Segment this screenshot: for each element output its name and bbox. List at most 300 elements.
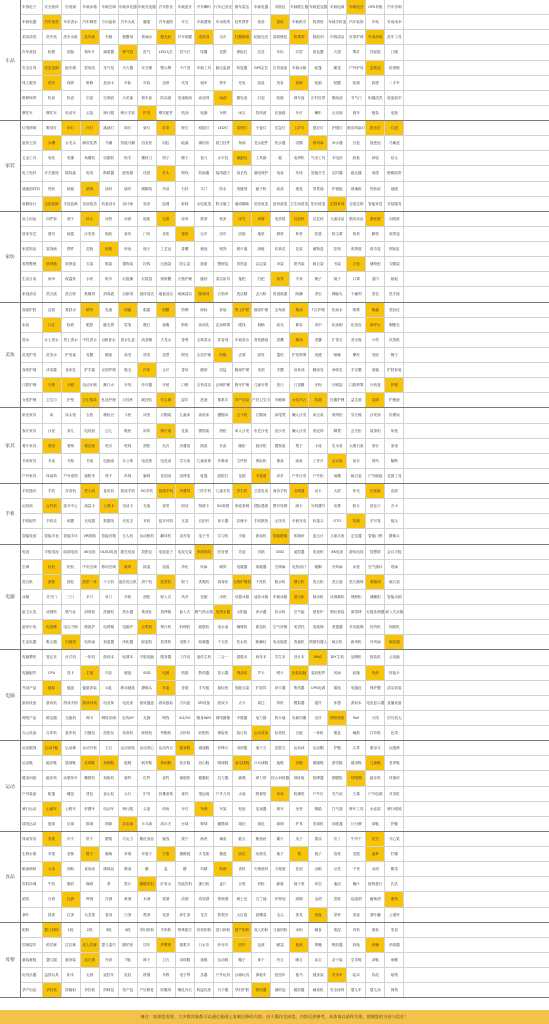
category-cell[interactable]: 咖啡机: [233, 620, 252, 634]
category-cell[interactable]: 电熨斗: [176, 635, 195, 649]
category-cell[interactable]: 火锅底料: [252, 862, 271, 876]
category-cell[interactable]: 哑铃: [119, 771, 138, 785]
category-cell[interactable]: 精油: [290, 333, 309, 347]
category-cell[interactable]: 猕猴桃: [176, 847, 195, 861]
category-cell[interactable]: 大屏: [328, 484, 347, 498]
category-cell[interactable]: 摄像头: [138, 681, 157, 695]
category-cell[interactable]: 文件柜: [233, 454, 252, 468]
category-cell[interactable]: 干货: [347, 862, 366, 876]
category-cell[interactable]: 儿童床: [176, 408, 195, 422]
category-cell[interactable]: 彩泥: [366, 968, 385, 982]
category-cell[interactable]: 吊灯: [62, 121, 81, 135]
category-cell[interactable]: 运动T恤: [43, 741, 62, 755]
category-cell[interactable]: 椰汁: [347, 877, 366, 891]
category-cell[interactable]: 中央空调: [81, 560, 100, 574]
category-cell[interactable]: 学习桌: [176, 454, 195, 468]
category-cell[interactable]: 波轮: [62, 575, 81, 589]
category-cell[interactable]: 羊奶粉: [157, 923, 176, 937]
category-cell[interactable]: 智能手表: [43, 529, 62, 543]
category-cell[interactable]: VR设备: [195, 696, 214, 710]
category-cell[interactable]: 茶: [100, 877, 119, 891]
category-cell[interactable]: 电炖锅: [309, 620, 328, 634]
category-cell[interactable]: 运动内衣: [157, 741, 176, 755]
category-cell[interactable]: 米粉: [290, 923, 309, 937]
category-cell[interactable]: 加油卡: [100, 76, 119, 90]
category-cell[interactable]: 餐垫: [271, 227, 290, 241]
category-cell[interactable]: 卫衣: [100, 741, 119, 755]
category-cell[interactable]: 固话: [176, 499, 195, 513]
category-cell[interactable]: 圆桌: [195, 439, 214, 453]
category-cell[interactable]: 水龙头: [62, 136, 81, 150]
category-cell[interactable]: 游戏机: [43, 696, 62, 710]
category-cell[interactable]: DVD: [271, 545, 290, 559]
category-cell[interactable]: 洗衣液: [328, 575, 347, 589]
category-cell[interactable]: 凳子: [290, 439, 309, 453]
category-cell[interactable]: 墙面翻新: [233, 197, 252, 211]
category-cell[interactable]: 灯泡: [385, 121, 404, 135]
category-cell[interactable]: 玄关柜: [347, 424, 366, 438]
category-cell[interactable]: 骑行眼镜: [385, 802, 404, 816]
category-cell[interactable]: 酱油: [119, 862, 138, 876]
category-cell[interactable]: 投影仪: [138, 545, 157, 559]
category-cell[interactable]: 电水壶: [214, 620, 233, 634]
category-cell[interactable]: 3段: [100, 923, 119, 937]
category-cell[interactable]: 拉力器: [214, 771, 233, 785]
category-cell[interactable]: 发球机: [309, 817, 328, 831]
category-cell[interactable]: 壁纸: [81, 182, 100, 196]
category-cell[interactable]: 坐垫: [290, 802, 309, 816]
category-cell[interactable]: 燃气灶: [62, 605, 81, 619]
category-cell[interactable]: 白茶: [119, 908, 138, 922]
category-cell[interactable]: 被套: [195, 212, 214, 226]
category-cell[interactable]: 脚垫: [366, 227, 385, 241]
category-cell[interactable]: 辅食: [309, 923, 328, 937]
category-cell[interactable]: 童鞋: [195, 953, 214, 967]
category-cell[interactable]: 定妆喷雾: [214, 318, 233, 332]
category-cell[interactable]: 跑步机: [43, 771, 62, 785]
category-cell[interactable]: 塔扇: [385, 560, 404, 574]
category-cell[interactable]: 清酒: [176, 892, 195, 906]
category-cell[interactable]: 火龙果: [195, 847, 214, 861]
category-cell[interactable]: 感应灯: [309, 121, 328, 135]
category-cell[interactable]: 香氛蜡烛: [252, 333, 271, 347]
category-cell[interactable]: 头灯: [119, 787, 138, 801]
category-cell[interactable]: 排球: [81, 817, 100, 831]
category-cell[interactable]: 碳酸饮料: [138, 877, 157, 891]
category-cell[interactable]: 秋千: [100, 469, 119, 483]
category-cell[interactable]: 车载工具: [195, 61, 214, 75]
category-cell[interactable]: 窗帘: [43, 227, 62, 241]
category-cell[interactable]: 纸尿裤: [43, 938, 62, 952]
category-cell[interactable]: 绿植: [252, 242, 271, 256]
category-cell[interactable]: 嵌入式: [157, 590, 176, 604]
category-cell[interactable]: 电钻: [43, 151, 62, 165]
category-cell[interactable]: 玻璃清洁: [176, 287, 195, 301]
category-cell[interactable]: 收纳箱: [43, 257, 62, 271]
category-cell[interactable]: 乳饮: [385, 877, 404, 891]
category-cell[interactable]: 饼干: [81, 832, 100, 846]
category-cell[interactable]: 车载电器: [252, 0, 271, 14]
category-cell[interactable]: 瑜伽服: [195, 741, 214, 755]
category-cell[interactable]: 护手霜: [81, 363, 100, 377]
category-cell[interactable]: 信号放大: [385, 711, 404, 725]
category-cell[interactable]: 有机奶粉: [195, 923, 214, 937]
category-cell[interactable]: 梳妆台: [100, 408, 119, 422]
category-cell[interactable]: 龙头配件: [252, 136, 271, 150]
category-cell[interactable]: 消毒器: [385, 938, 404, 952]
category-cell[interactable]: 凉席: [119, 212, 138, 226]
category-cell[interactable]: 膨化食品: [138, 832, 157, 846]
category-cell[interactable]: 测距仪: [233, 151, 252, 165]
category-cell[interactable]: 曲面电视: [62, 545, 81, 559]
category-cell[interactable]: 智能冰箱: [385, 590, 404, 604]
category-cell[interactable]: 洗洁精: [233, 287, 252, 301]
category-cell[interactable]: 嵌入式: [176, 605, 195, 619]
category-cell[interactable]: 口腔喷雾: [347, 378, 366, 392]
category-cell[interactable]: 底盘装甲: [385, 91, 404, 105]
category-cell[interactable]: 锤子: [176, 151, 195, 165]
category-cell[interactable]: 手套: [290, 272, 309, 286]
category-cell[interactable]: 车蜡: [100, 30, 119, 44]
category-cell[interactable]: 干洗机: [252, 575, 271, 589]
category-cell[interactable]: 帐篷: [195, 469, 214, 483]
category-cell[interactable]: 玻璃水: [138, 30, 157, 44]
category-cell[interactable]: 古龙水: [157, 333, 176, 347]
category-cell[interactable]: 游戏键盘: [138, 696, 157, 710]
category-cell[interactable]: 保温杯: [62, 272, 81, 286]
category-cell[interactable]: 存储卡: [233, 514, 252, 528]
category-cell[interactable]: 淋浴房: [195, 136, 214, 150]
category-cell[interactable]: 转换器: [195, 166, 214, 180]
category-cell[interactable]: 网球鞋: [214, 756, 233, 770]
category-cell[interactable]: 睫毛膏: [100, 318, 119, 332]
category-cell[interactable]: 灯带: [157, 121, 176, 135]
category-cell[interactable]: 2段: [81, 923, 100, 937]
category-cell[interactable]: 瓜子: [290, 832, 309, 846]
category-cell[interactable]: 水槽: [43, 136, 62, 150]
category-cell[interactable]: 合约机: [43, 499, 62, 513]
category-cell[interactable]: 茶台: [366, 439, 385, 453]
category-cell[interactable]: 桃子: [309, 847, 328, 861]
category-cell[interactable]: 轮胎: [271, 91, 290, 105]
category-cell[interactable]: 纸巾盒: [366, 242, 385, 256]
category-cell[interactable]: 护腕: [385, 817, 404, 831]
category-cell[interactable]: 洁阴: [366, 393, 385, 407]
category-cell[interactable]: 面膜: [157, 303, 176, 317]
category-cell[interactable]: 葡萄酒: [366, 892, 385, 906]
category-cell[interactable]: 茶叶罐: [366, 908, 385, 922]
category-cell[interactable]: 红茶: [62, 908, 81, 922]
category-cell[interactable]: 拖鞋: [271, 756, 290, 770]
category-cell[interactable]: 衣帽架: [157, 408, 176, 422]
category-cell[interactable]: 橄榄球: [214, 817, 233, 831]
category-cell[interactable]: 母婴冰箱: [233, 590, 252, 604]
category-cell[interactable]: 冲牙器: [138, 378, 157, 392]
category-cell[interactable]: 踢脚线: [138, 182, 157, 196]
category-cell[interactable]: 止汗: [157, 363, 176, 377]
category-cell[interactable]: OLED电视: [100, 545, 119, 559]
category-cell[interactable]: 缝纫: [195, 272, 214, 286]
category-cell[interactable]: 垃圾袋: [138, 272, 157, 286]
category-cell[interactable]: 碎纸机: [138, 726, 157, 740]
category-cell[interactable]: 护肤套装: [385, 363, 404, 377]
category-cell[interactable]: 除湿机: [138, 635, 157, 649]
category-cell[interactable]: 衣领净: [214, 287, 233, 301]
category-cell[interactable]: 软装设计: [100, 197, 119, 211]
category-cell[interactable]: 摩托配件: [157, 106, 176, 120]
category-cell[interactable]: 钻头: [385, 151, 404, 165]
category-cell[interactable]: 梨: [290, 847, 309, 861]
category-cell[interactable]: 摆件: [62, 242, 81, 256]
category-cell[interactable]: 床单: [176, 212, 195, 226]
category-cell[interactable]: 椅垫: [347, 227, 366, 241]
category-cell[interactable]: 黑茶: [138, 908, 157, 922]
category-cell[interactable]: 地暖: [385, 182, 404, 196]
category-cell[interactable]: 内存: [100, 666, 119, 680]
category-cell[interactable]: 机箱: [176, 666, 195, 680]
category-cell[interactable]: 新风: [119, 560, 138, 574]
category-cell[interactable]: 碗柜: [233, 439, 252, 453]
category-cell[interactable]: 鼠标: [43, 681, 62, 695]
category-cell[interactable]: 电动车: [100, 802, 119, 816]
category-cell[interactable]: 海苔: [195, 832, 214, 846]
category-cell[interactable]: 健身服: [176, 741, 195, 755]
category-cell[interactable]: 半包装修: [62, 197, 81, 211]
category-cell[interactable]: 山地车: [43, 802, 62, 816]
category-cell[interactable]: 帐篷: [43, 787, 62, 801]
category-cell[interactable]: 净水器: [252, 605, 271, 619]
category-cell[interactable]: 暖宫贴: [138, 393, 157, 407]
category-cell[interactable]: 去角质: [271, 303, 290, 317]
category-cell[interactable]: 防盗器: [233, 61, 252, 75]
category-cell[interactable]: 物联卡: [195, 499, 214, 513]
category-cell[interactable]: 内饰清洁: [328, 30, 347, 44]
category-cell[interactable]: 休闲椅: [43, 469, 62, 483]
category-cell[interactable]: 女性内衣: [290, 393, 309, 407]
category-cell[interactable]: 孕妇奶粉: [138, 923, 157, 937]
category-cell[interactable]: 单人沙发: [233, 424, 252, 438]
category-cell[interactable]: 雨伞: [43, 272, 62, 286]
category-cell[interactable]: MAC: [309, 650, 328, 664]
category-cell[interactable]: 模拟器: [290, 696, 309, 710]
category-cell[interactable]: 沐浴露: [43, 363, 62, 377]
category-cell[interactable]: 卫星电话: [252, 484, 271, 498]
category-cell[interactable]: 酒柜: [138, 439, 157, 453]
category-cell[interactable]: 头盔: [138, 802, 157, 816]
category-cell[interactable]: 挂毯: [309, 227, 328, 241]
category-cell[interactable]: 淡香精: [138, 333, 157, 347]
category-cell[interactable]: 整理袋: [214, 257, 233, 271]
category-cell[interactable]: 交换机: [62, 711, 81, 725]
category-cell[interactable]: 随身WiFi: [195, 711, 214, 725]
category-cell[interactable]: 干衣机: [100, 575, 119, 589]
category-cell[interactable]: 硅脂: [347, 666, 366, 680]
category-cell[interactable]: 品牌机: [347, 650, 366, 664]
category-cell[interactable]: 4段: [119, 923, 138, 937]
category-cell[interactable]: 千斤顶: [176, 61, 195, 75]
category-cell[interactable]: 儿童奶粉: [271, 923, 290, 937]
category-cell[interactable]: 跑步鞋: [43, 756, 62, 770]
category-cell[interactable]: 镜子: [138, 242, 157, 256]
category-cell[interactable]: 衣架: [81, 257, 100, 271]
category-cell[interactable]: 餐桌: [43, 439, 62, 453]
category-cell[interactable]: 乒乓球: [138, 817, 157, 831]
category-cell[interactable]: 润体乳: [328, 363, 347, 377]
category-cell[interactable]: 体脂秤: [290, 529, 309, 543]
category-cell[interactable]: 制冰机: [309, 590, 328, 604]
category-cell[interactable]: 吸顶灯: [43, 121, 62, 135]
category-cell[interactable]: 组装电脑: [290, 666, 309, 680]
category-cell[interactable]: 车载手机架: [328, 15, 347, 29]
category-cell[interactable]: 电竞桌: [157, 454, 176, 468]
category-cell[interactable]: 火花塞: [119, 91, 138, 105]
category-cell[interactable]: 烧烤架: [176, 469, 195, 483]
category-cell[interactable]: 车贴: [366, 15, 385, 29]
category-cell[interactable]: 工具箱: [252, 151, 271, 165]
category-cell[interactable]: 户外灯: [309, 787, 328, 801]
category-cell[interactable]: 漆面修复: [271, 30, 290, 44]
category-cell[interactable]: 书柜: [62, 454, 81, 468]
category-cell[interactable]: 电风扇: [81, 635, 100, 649]
category-cell[interactable]: 围嘴: [309, 938, 328, 952]
category-cell[interactable]: 电力猫: [252, 711, 271, 725]
category-cell[interactable]: 角阀: [233, 136, 252, 150]
category-cell[interactable]: 保鲜柜: [347, 590, 366, 604]
category-cell[interactable]: 床头柜: [62, 408, 81, 422]
category-cell[interactable]: 淋浴花洒: [81, 136, 100, 150]
category-cell[interactable]: 孕妇护肤: [233, 983, 252, 997]
category-cell[interactable]: 安全座椅: [43, 0, 62, 14]
category-cell[interactable]: 橙子: [81, 847, 100, 861]
category-cell[interactable]: 修容: [290, 318, 309, 332]
category-cell[interactable]: 手写板: [195, 681, 214, 695]
category-cell[interactable]: 书架: [81, 454, 100, 468]
category-cell[interactable]: 烟灰缸: [385, 242, 404, 256]
category-cell[interactable]: 儿童牙膏: [252, 378, 271, 392]
category-cell[interactable]: 报刊架: [290, 257, 309, 271]
category-cell[interactable]: 足部护理: [100, 363, 119, 377]
category-cell[interactable]: 香水瓶: [347, 333, 366, 347]
category-cell[interactable]: 调味品: [100, 862, 119, 876]
category-cell[interactable]: 登山杖: [100, 787, 119, 801]
category-cell[interactable]: 垃圾桶: [119, 272, 138, 286]
category-cell[interactable]: 吊椅: [119, 469, 138, 483]
category-cell[interactable]: 电竞显示器: [366, 696, 385, 710]
category-cell[interactable]: 香皂: [366, 287, 385, 301]
category-cell[interactable]: 童套装: [62, 953, 81, 967]
category-cell[interactable]: 洗液: [195, 393, 214, 407]
category-cell[interactable]: 一体机: [81, 650, 100, 664]
category-cell[interactable]: 支架: [176, 514, 195, 528]
category-cell[interactable]: 安全锤: [138, 61, 157, 75]
category-cell[interactable]: 直屏: [385, 484, 404, 498]
category-cell[interactable]: 汽车装饰: [347, 15, 366, 29]
category-cell[interactable]: 护墙板: [328, 182, 347, 196]
category-cell[interactable]: 暖风: [214, 560, 233, 574]
category-cell[interactable]: 布线: [290, 166, 309, 180]
category-cell[interactable]: 美颈: [252, 363, 271, 377]
category-cell[interactable]: 花瓶: [81, 242, 100, 256]
category-cell[interactable]: 花箱: [233, 469, 252, 483]
category-cell[interactable]: 抹布: [271, 272, 290, 286]
category-cell[interactable]: 去污粉: [252, 287, 271, 301]
category-cell[interactable]: 防尘袋: [176, 257, 195, 271]
category-cell[interactable]: 天线: [366, 711, 385, 725]
category-cell[interactable]: 收腹带: [157, 983, 176, 997]
category-cell[interactable]: 五斗柜: [233, 408, 252, 422]
category-cell[interactable]: 迷你洗衣机: [119, 575, 138, 589]
category-cell[interactable]: 私处护理: [100, 393, 119, 407]
category-cell[interactable]: 美白: [271, 378, 290, 392]
category-cell[interactable]: 冲锋衣: [214, 741, 233, 755]
category-cell[interactable]: 手膜: [271, 363, 290, 377]
category-cell[interactable]: 二手车: [385, 76, 404, 90]
category-cell[interactable]: 划船机: [100, 771, 119, 785]
category-cell[interactable]: 收纳盒: [62, 257, 81, 271]
category-cell[interactable]: 网卡: [271, 666, 290, 680]
category-cell[interactable]: 皮肤衣: [271, 741, 290, 755]
category-cell[interactable]: 方便面: [271, 862, 290, 876]
category-cell[interactable]: 纤体: [138, 363, 157, 377]
category-cell[interactable]: 转接卡: [385, 666, 404, 680]
category-cell[interactable]: 靠垫: [176, 227, 195, 241]
category-cell[interactable]: 裤子: [138, 953, 157, 967]
category-cell[interactable]: 折叠床: [385, 408, 404, 422]
category-cell[interactable]: SSD: [138, 666, 157, 680]
category-cell[interactable]: 地漏: [176, 136, 195, 150]
category-cell[interactable]: 香薰: [271, 333, 290, 347]
category-cell[interactable]: 贵妃椅: [309, 424, 328, 438]
category-cell[interactable]: 地板清洁: [157, 287, 176, 301]
category-cell[interactable]: 喷雾: [347, 303, 366, 317]
category-cell[interactable]: 打蜡海绵: [233, 30, 252, 44]
category-cell[interactable]: 牙粉: [309, 378, 328, 392]
category-cell[interactable]: 全网通: [290, 484, 309, 498]
category-cell[interactable]: 台球: [176, 817, 195, 831]
category-cell[interactable]: 月子服: [214, 983, 233, 997]
category-cell[interactable]: 糖: [176, 862, 195, 876]
category-cell[interactable]: 正时皮带: [309, 91, 328, 105]
category-cell[interactable]: 筒灯: [119, 121, 138, 135]
category-cell[interactable]: 水壶架: [366, 802, 385, 816]
category-cell[interactable]: 樟脑丸: [328, 287, 347, 301]
category-cell[interactable]: 燃油滤: [328, 91, 347, 105]
category-cell[interactable]: 定时器: [328, 166, 347, 180]
category-cell[interactable]: 学步鞋: [347, 953, 366, 967]
category-cell[interactable]: 消毒柜: [81, 605, 100, 619]
category-cell[interactable]: 电动车: [62, 106, 81, 120]
category-cell[interactable]: 风扇: [328, 666, 347, 680]
category-cell[interactable]: 发胶: [366, 348, 385, 362]
category-cell[interactable]: 毛巾: [214, 30, 233, 44]
category-cell[interactable]: 保护膜: [366, 681, 385, 695]
category-cell[interactable]: 水壶: [233, 787, 252, 801]
category-cell[interactable]: 包被: [252, 938, 271, 952]
category-cell[interactable]: 导航仪: [271, 0, 290, 14]
category-cell[interactable]: 钳子: [157, 151, 176, 165]
category-cell[interactable]: 电脑桌: [100, 454, 119, 468]
category-cell[interactable]: 多功能锅: [347, 620, 366, 634]
category-cell[interactable]: 小夜灯: [252, 121, 271, 135]
category-cell[interactable]: 洗车水枪: [62, 30, 81, 44]
category-cell[interactable]: 座套: [252, 15, 271, 29]
category-cell[interactable]: 车厘子: [138, 847, 157, 861]
category-cell[interactable]: 博古架: [157, 424, 176, 438]
category-cell[interactable]: 回音壁: [214, 545, 233, 559]
category-cell[interactable]: 净化: [176, 560, 195, 574]
category-cell[interactable]: 车载置物: [195, 15, 214, 29]
category-cell[interactable]: 背景墙: [309, 182, 328, 196]
